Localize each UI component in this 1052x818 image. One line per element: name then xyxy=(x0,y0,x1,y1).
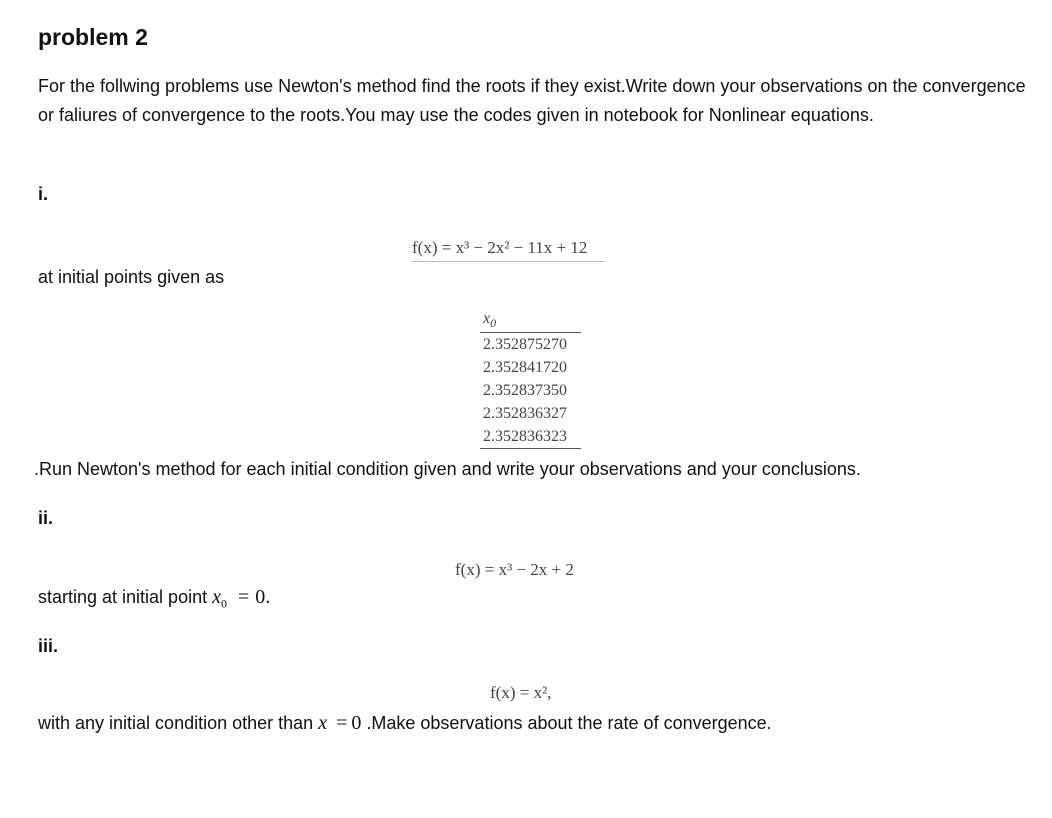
table-header-row xyxy=(480,310,581,333)
equals-sign: = xyxy=(336,712,348,734)
equals-sign: = xyxy=(238,586,250,608)
table-row xyxy=(480,402,581,425)
equation-iii: f(x) = x², xyxy=(490,683,552,702)
table-cell: 2.352836323 xyxy=(480,425,581,449)
x0-subscript: 0 xyxy=(221,596,227,611)
starting-point-caption xyxy=(38,586,270,612)
equation-i: f(x) = x³ − 2x² − 11x + 12 xyxy=(412,238,605,262)
table-cell: 2.352875270 xyxy=(483,336,567,354)
table-cell: 2.352837350 xyxy=(483,382,567,400)
initial-points-table xyxy=(480,310,581,449)
part-label-i: i. xyxy=(38,184,49,204)
initial-condition-text: with any initial condition other than xyxy=(38,713,314,733)
table-row xyxy=(480,379,581,402)
page-title: problem 2 xyxy=(38,24,148,50)
table-header-x0 xyxy=(480,310,581,333)
x-variable: x xyxy=(318,712,328,734)
intro-paragraph: For the follwing problems use Newton's method find the roots if they exist.Write down your observations on the convergence or faliures of convergence to the roots.You may use the codes given in notebook for Nonlinear equations. xyxy=(38,76,1026,125)
table-header-sub: 0 xyxy=(490,316,497,331)
table-row xyxy=(480,356,581,379)
initial-points-caption: at initial points given as xyxy=(38,267,225,287)
part-label-iii: iii. xyxy=(38,636,59,656)
initial-condition-caption xyxy=(38,712,772,735)
table-cell: 2.352841720 xyxy=(483,359,567,377)
convergence-text: .Make observations about the rate of convergence. xyxy=(366,713,772,733)
x0-value: 0. xyxy=(255,586,271,608)
instruction-text: .Run Newton's method for each initial condition given and write your observations and your conclusions. xyxy=(34,459,861,479)
part-label-ii: ii. xyxy=(38,508,54,528)
x-value: 0 xyxy=(351,712,362,734)
starting-point-text: starting at initial point xyxy=(38,587,208,607)
table-row xyxy=(480,425,581,449)
table-cell: 2.352836327 xyxy=(483,405,567,423)
table-header-var: x xyxy=(483,310,491,327)
table-row xyxy=(480,333,581,357)
equation-ii: f(x) = x³ − 2x + 2 xyxy=(455,560,574,579)
x0-variable: x xyxy=(212,586,221,608)
